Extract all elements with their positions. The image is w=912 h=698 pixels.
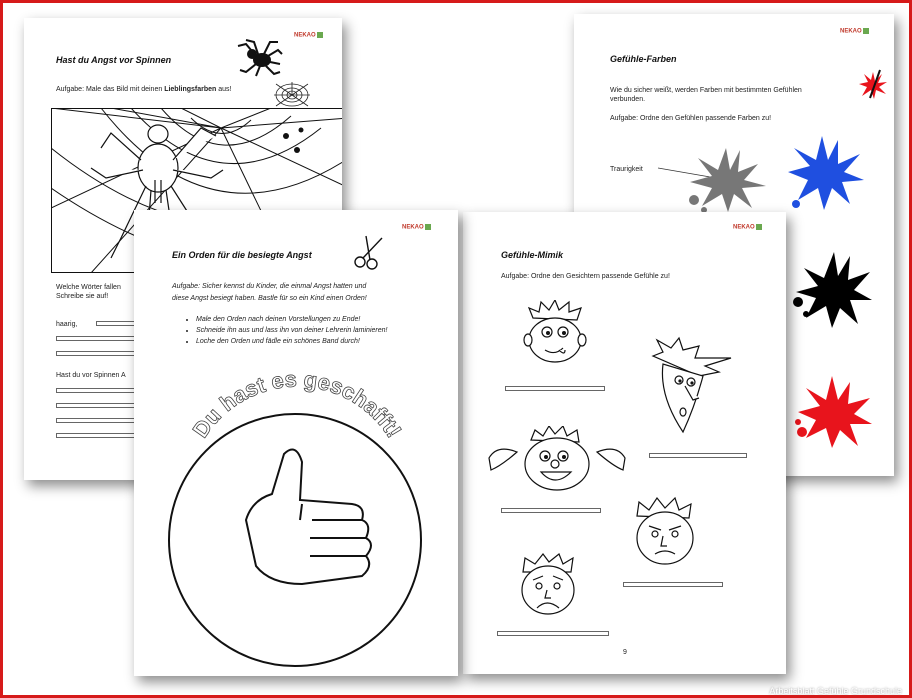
- face-playful-icon: [519, 300, 591, 366]
- face-angry-icon: [627, 496, 703, 568]
- answer-line: [501, 508, 601, 513]
- logo: NEKAO: [294, 32, 323, 39]
- intro-text: Wie du sicher weißt, werden Farben mit bestimmten Gefühlen verbunden.: [610, 87, 802, 103]
- medal-text: Du hast es geschafft!: [187, 370, 407, 443]
- steps-list: [184, 314, 387, 347]
- splash-red-icon: [794, 374, 874, 450]
- task-text: Aufgabe: Male das Bild mit deinen Lieblingsfarben aus!: [56, 86, 232, 93]
- page-title: Hast du Angst vor Spinnen: [56, 55, 172, 65]
- list-item: • Loche den Orden und fädle ein schönes Band durch!: [196, 336, 387, 347]
- page-title: Gefühle-Mimik: [501, 250, 564, 260]
- worksheet-mimik: [463, 212, 786, 674]
- splash-gray-icon: [686, 142, 768, 214]
- face-surprised-icon: [649, 336, 735, 434]
- face-happy-icon: [487, 426, 627, 492]
- spider-icon: [234, 38, 284, 78]
- page-title: Ein Orden für die besiegte Angst: [172, 250, 312, 260]
- task-text: Aufgabe: Sicher kennst du Kinder, die einmal Angst hatten und diese Angst besiegt haben. Bastle für so ein Kind einen Orden!: [172, 283, 367, 302]
- medal-circle: [152, 370, 438, 670]
- list-item: • Male den Orden nach deinen Vorstellungen zu Ende!: [196, 314, 387, 325]
- worksheet-medal: [134, 210, 458, 676]
- logo: NEKAO: [840, 28, 869, 35]
- scissors-icon: [352, 234, 388, 270]
- logo: NEKAO: [402, 224, 431, 231]
- words-prompt: Welche Wörter fallen Schreibe sie auf!: [56, 284, 121, 300]
- page-number: 9: [623, 649, 627, 656]
- word-example: haarig,: [56, 321, 78, 328]
- answer-line: [623, 582, 723, 587]
- answer-line: [649, 453, 747, 458]
- list-item: • Schneide ihn aus und lass ihn von deiner Lehrerin laminieren!: [196, 325, 387, 336]
- splash-red-small-icon: [856, 68, 890, 102]
- spiderweb-icon: [274, 82, 310, 108]
- question-text: Hast du vor Spinnen A: [56, 372, 126, 379]
- splash-blue-icon: [786, 134, 866, 212]
- task-text: Aufgabe: Ordne den Gefühlen passende Farben zu!: [610, 115, 772, 122]
- logo: NEKAO: [733, 224, 762, 231]
- answer-line: [505, 386, 605, 391]
- page-title: Gefühle-Farben: [610, 54, 677, 64]
- splash-black-icon: [790, 250, 874, 330]
- answer-line: [497, 631, 609, 636]
- watermark: Arbeitsblatt Gefühle Grundschule: [769, 686, 902, 696]
- task-text: Aufgabe: Ordne den Gesichtern passende Gefühle zu!: [501, 273, 670, 280]
- example-label: Traurigkeit: [610, 166, 643, 173]
- face-sad-icon: [515, 552, 581, 618]
